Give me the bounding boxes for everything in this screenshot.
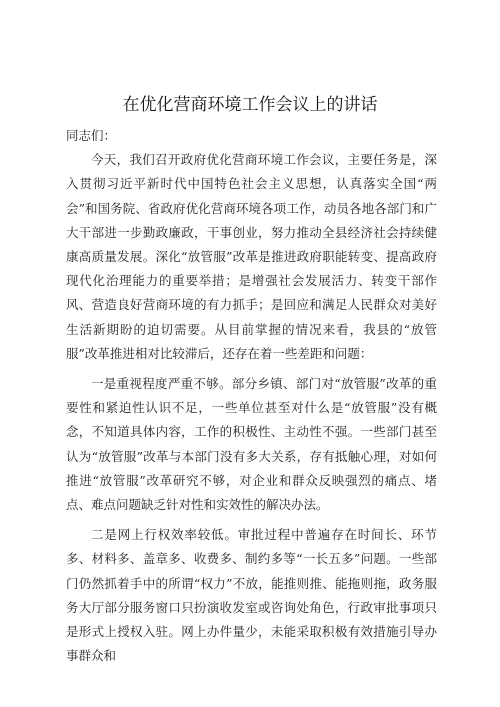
- paragraph-problem-two: 二是网上行权效率较低。审批过程中普遍存在时间长、环节多、材料多、盖章多、收费多、制约多等“一长五多”问题。一些部门仍然抓着手中的所谓“权力”不放，能推则推、能拖则拖，政务服务大厅部分服务窗口只扮演收发室或咨询处角色，行政审批事项只是形式上授权入驻。网上办件量少，未能采取积极有效措施引导办事群众和: [66, 527, 437, 664]
- salutation: 同志们：: [66, 128, 117, 143]
- document-body: [66, 124, 437, 668]
- paragraph-problem-one: 一是重视程度严重不够。部分乡镇、部门对“放管服”改革的重要性和紧迫性认识不足，一些单位甚至对什么是“放管服”没有概念，不知道具体内容，工作的积极性、主动性不强。一些部门甚至认为“放管服”改革与本部门没有多大关系，存有抵触心理，对如何推进“放管服”改革研究不够，对企业和群众反映强烈的痛点、堵点、难点问题缺乏针对性和实效性的解决办法。: [66, 376, 437, 513]
- paragraph-intro: 今天，我们召开政府优化营商环境工作会议，主要任务是，深入贯彻习近平新时代中国特色社会主义思想，认真落实全国“两会”和国务院、省政府优化营商环境各项工作，动员各地各部门和广大干部进一步勤政廉政，干事创业，努力推动全县经济社会持续健康高质量发展。深化“放管服”改革是推进政府职能转变、提高政府现代化治理能力的重要举措；是增强社会发展活力、转变干部作风、营造良好营商环境的有力抓手；是回应和满足人民群众对美好生活新期盼的迫切需要。从目前掌握的情况来看，我县的“放管服”改革推进相对比较滞后，还存在着一些差距和问题：: [66, 152, 437, 361]
- document-title: 在优化营商环境工作会议上的讲话: [122, 95, 378, 115]
